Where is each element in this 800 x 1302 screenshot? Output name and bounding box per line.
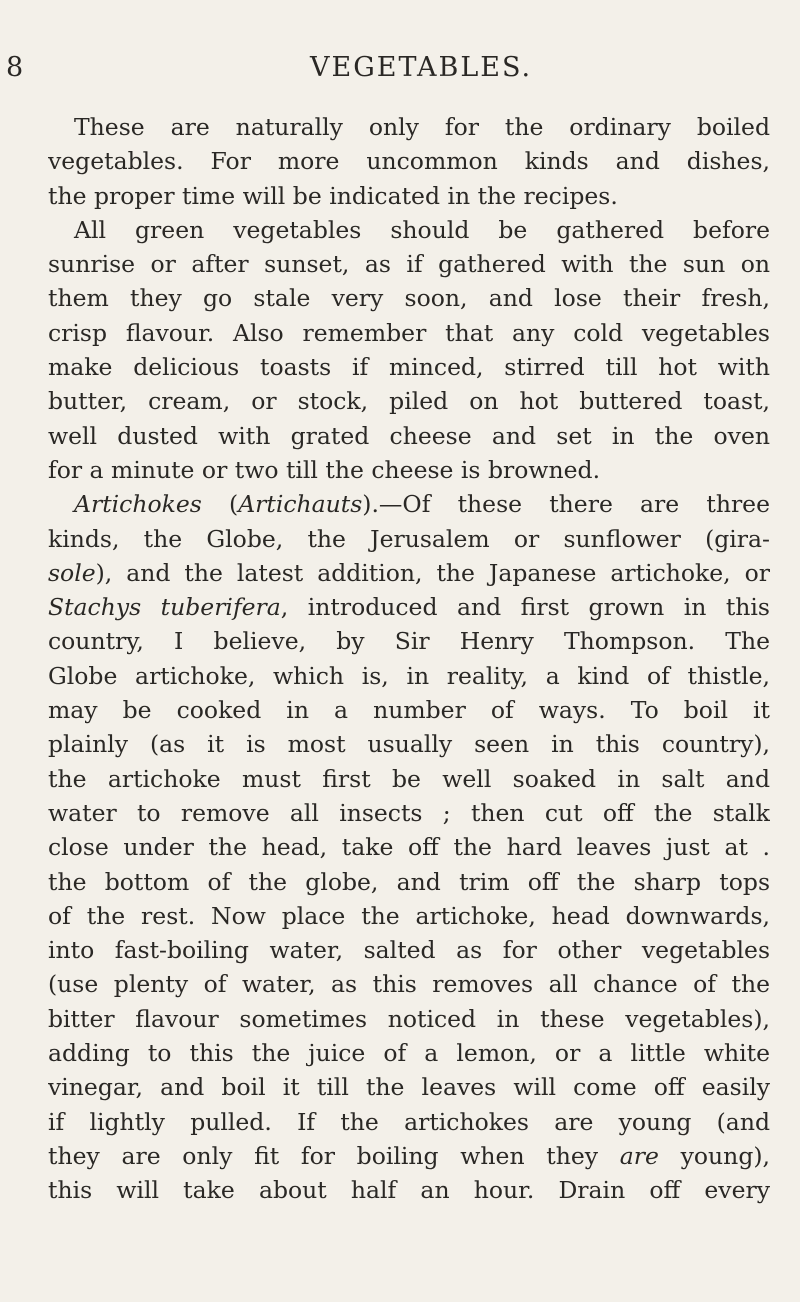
italic-term: sole xyxy=(48,558,96,587)
text-line: bitter flavour sometimes noticed in these vegetables), xyxy=(48,1004,770,1033)
text-run: young), xyxy=(658,1141,770,1170)
text-line: crisp flavour. Also remember that any cold vegetables xyxy=(48,318,770,347)
text-line: (use plenty of water, as this removes all chance of the xyxy=(48,970,770,999)
text-line: the artichoke must first be well soaked in salt and xyxy=(48,764,770,793)
text-line: All green vegetables should be gathered before xyxy=(74,215,770,244)
text-line: make delicious toasts if minced, stirred till hot with xyxy=(48,353,770,382)
body-text xyxy=(48,110,770,1208)
italic-term: Stachys tuberifera xyxy=(48,593,281,622)
text-line xyxy=(48,1139,770,1173)
text-line: if lightly pulled. If the artichokes are young (and xyxy=(48,1107,770,1136)
page-number: 8 xyxy=(6,52,24,83)
italic-term: Artichokes xyxy=(74,490,202,519)
text-line: kinds, the Globe, the Jerusalem or sunflower (gira- xyxy=(48,524,770,553)
text-line: the proper time will be indicated in the recipes. xyxy=(48,181,618,210)
text-line: adding to this the juice of a lemon, or a little white xyxy=(48,1039,770,1068)
text-line: of the rest. Now place the artichoke, head downwards, xyxy=(48,901,770,930)
text-run: ( xyxy=(201,490,239,519)
text-run: they are only fit for boiling when they xyxy=(48,1141,620,1170)
text-line: water to remove all insects ; then cut off the stalk xyxy=(48,798,770,827)
text-line xyxy=(48,487,770,521)
text-line: plainly (as it is most usually seen in this country), xyxy=(48,730,770,759)
text-line: vegetables. For more uncommon kinds and dishes, xyxy=(48,147,770,176)
italic-term: are xyxy=(619,1141,659,1170)
text-line: sunrise or after sunset, as if gathered with the sun on xyxy=(48,250,770,279)
text-line: for a minute or two till the cheese is browned. xyxy=(48,455,601,484)
text-line: this will take about half an hour. Drain off every xyxy=(48,1176,770,1205)
page-header xyxy=(0,52,800,92)
text-line: well dusted with grated cheese and set in the oven xyxy=(48,421,770,450)
italic-term: Artichauts xyxy=(238,490,363,519)
text-line: country, I believe, by Sir Henry Thompson. The xyxy=(48,627,770,656)
text-line: into fast-boiling water, salted as for other vegetables xyxy=(48,936,770,965)
text-line: them they go stale very soon, and lose their fresh, xyxy=(48,284,770,313)
text-line: close under the head, take off the hard leaves just at . xyxy=(48,833,770,862)
running-head: VEGETABLES. xyxy=(310,52,533,83)
text-line: vinegar, and boil it till the leaves will come off easily xyxy=(48,1073,770,1102)
text-line: These are naturally only for the ordinary boiled xyxy=(74,113,770,141)
text-line: may be cooked in a number of ways. To boil it xyxy=(48,696,770,725)
text-line: the bottom of the globe, and trim off the sharp tops xyxy=(48,867,770,896)
text-run: , introduced and first grown in this xyxy=(280,593,770,622)
text-run: ), and the latest addition, the Japanese artichoke, or xyxy=(95,558,770,587)
text-line: Globe artichoke, which is, in reality, a kind of thistle, xyxy=(48,661,770,690)
text-line xyxy=(48,590,770,624)
text-line xyxy=(48,556,770,590)
text-run: ).—Of these there are three xyxy=(362,490,770,519)
text-line: butter, cream, or stock, piled on hot buttered toast, xyxy=(48,387,770,416)
